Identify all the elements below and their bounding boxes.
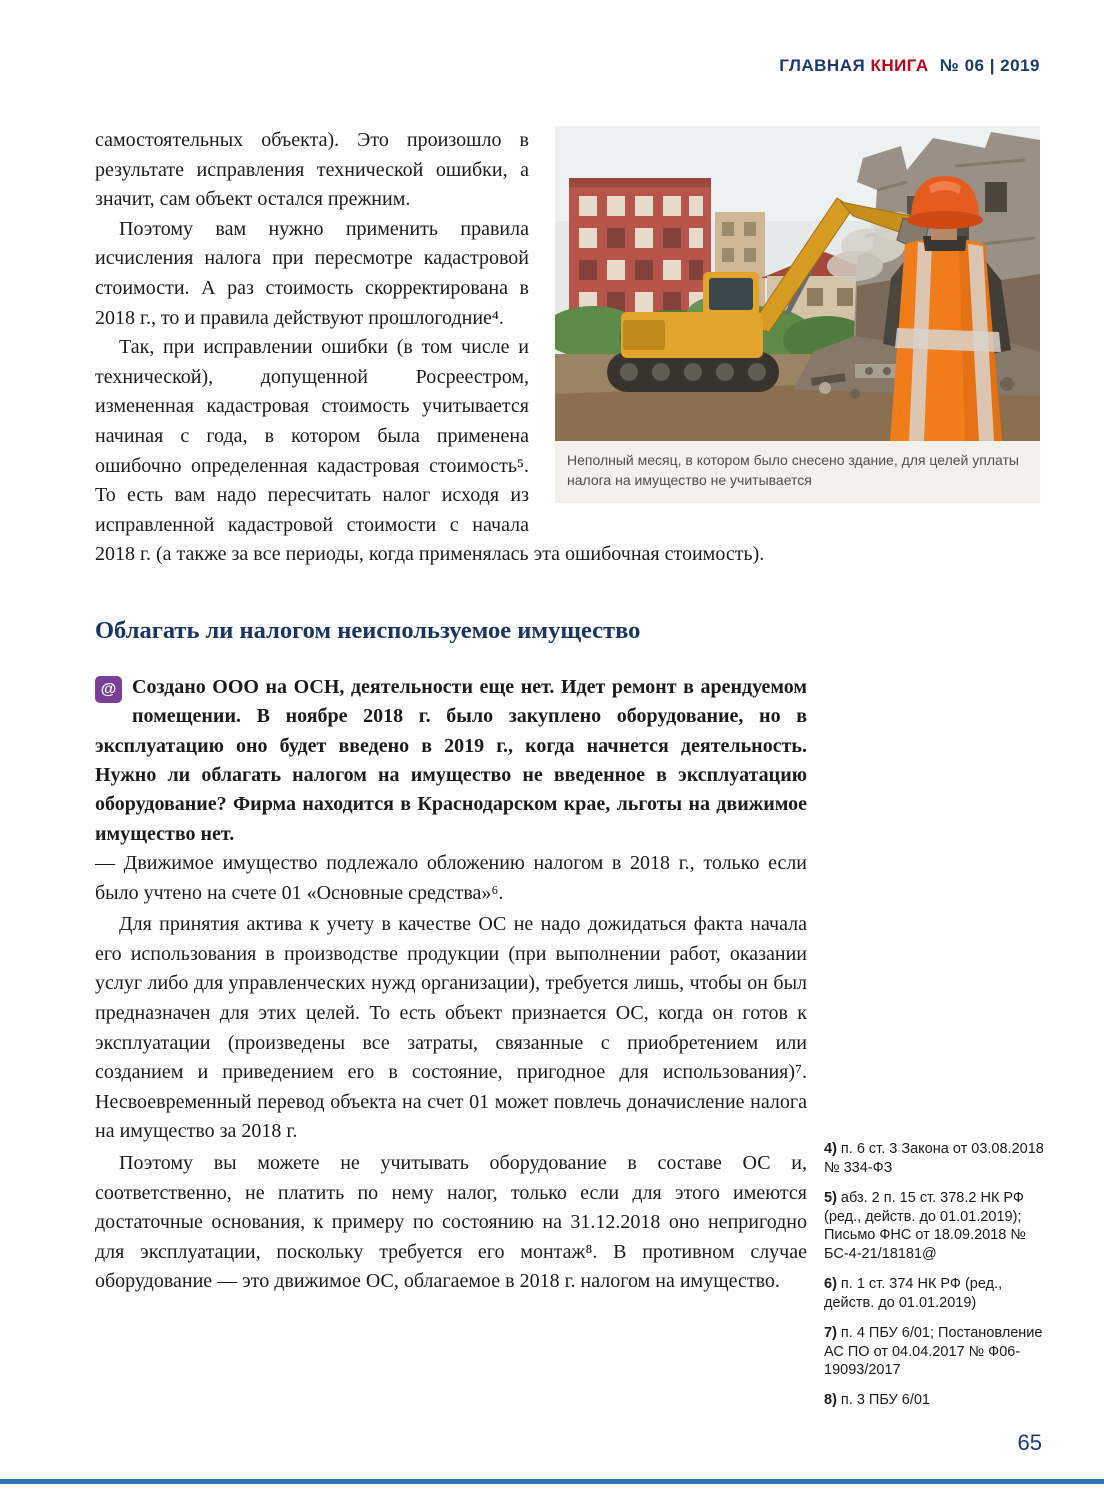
photo-caption: Неполный месяц, в котором было снесено здание, для целей уплаты налога на имущество не учитывается [555,441,1040,503]
answer-paragraph: — Движимое имущество подлежало обложению налогом в 2018 г., только если было учтено на счете 01 «Основные средства»⁶. [95,852,807,904]
footnote [824,1140,1044,1178]
footnote-text: п. 4 ПБУ 6/01; Постановление АС ПО от 04.04.2017 № Ф06-19093/2017 [824,1324,1043,1379]
body-paragraph: Так, при исправлении ошибки (в том числе и технической), допущенной Росреестром, измененная кадастровая стоимость учитывается начиная с года, в котором была применена ошибочно определенная кадастровая стоимость⁵. То есть вам надо пересчитать налог исходя из исправленной кадастровой стоимости с начала 2018 г. (а также за все периоды, когда применялась эта ошибочная стоимость). [95,336,765,566]
brand-kniga: КНИГА [870,56,929,75]
article-body [95,126,1040,1297]
footnote-number: 4) [824,1141,837,1157]
bottom-rule [0,1479,1104,1484]
footnote-number: 7) [824,1324,837,1341]
body-paragraph: самостоятельных объекта). Это произошло в результате исправления технической ошибки, а значит, сам объект остался прежним. [95,129,529,211]
demolition-photo [555,126,1040,441]
footnote-text: п. 6 ст. 3 Закона от 03.08.2018 № 334-ФЗ [824,1141,1044,1176]
footnote-text: п. 3 ПБУ 6/01 [840,1392,930,1409]
answer-paragraph: Поэтому вы можете не учитывать оборудование в составе ОС и, соответственно, не платить по нему налог, только если для этого имеются достаточные основания, к примеру по состоянию на 31.12.2018 оно непригодно для эксплуатации, поскольку требуется его монтаж⁸. В противном случае оборудование — это движимое ОС, облагаемое в 2018 г. налогом на имущество. [95,1152,807,1293]
page-number: 65 [1017,1430,1042,1455]
reader-question [95,673,807,849]
footnote [824,1324,1044,1381]
footnote [824,1391,1044,1410]
footnote [824,1275,1044,1313]
answer-paragraph: Для принятия актива к учету в качестве ОС не надо дожидаться факта начала его использования в производстве продукции (при выполнении работ, оказании услуг либо для управленческих нужд организации), требуется лишь, чтобы он был предназначен для этих целей. То есть объект признается ОС, когда он готов к эксплуатации (произведены все затраты, связанные с приобретением или созданием и приведением его в состояние, пригодное для использования)⁷. Несвоевременный перевод объекта на счет 01 может повлечь доначисление налога на имущество за 2018 г. [95,913,807,1143]
footnote-number: 8) [824,1392,837,1409]
question-text: Создано ООО на ОСН, деятельности еще нет. Идет ремонт в арендуемом помещении. В ноябре 2018 г. было закуплено оборудование, но в эксплуатацию оно будет введено в 2019 г., когда начнется деятельность. Нужно ли облагать налогом на имущество не введенное в эксплуатацию оборудование? Фирма находится в Краснодарском крае, льготы на движимое имущество нет. [95,675,807,845]
footnote-text: абз. 2 п. 15 ст. 378.2 НК РФ (ред., действ. до 01.01.2019); Письмо ФНС от 18.09.2018 № БС-4-21/18181@ [824,1189,1026,1263]
section-title: Облагать ли налогом неиспользуемое имущество [95,616,641,644]
question-answer-block [95,673,807,1297]
brand-glavnaya: ГЛАВНАЯ [779,56,866,75]
page-header [779,56,1040,76]
footnote [824,1189,1044,1264]
at-question-icon: @ [95,676,122,703]
footnote-text: п. 1 ст. 374 НК РФ (ред., действ. до 01.01.2019) [824,1276,1003,1311]
issue-number: № 06 | 2019 [939,56,1040,75]
footnotes-column [824,1140,1044,1421]
body-paragraph: Поэтому вам нужно применить правила исчисления налога при пересмотре кадастровой стоимости. А раз стоимость скорректирована в 2018 г., то и правила действуют прошлогодние⁴. [95,217,529,329]
footnote-number: 6) [824,1276,837,1293]
demolition-scene-illustration [555,126,1040,441]
demolition-photo-figure [555,126,1040,503]
footnote-number: 5) [824,1189,837,1206]
